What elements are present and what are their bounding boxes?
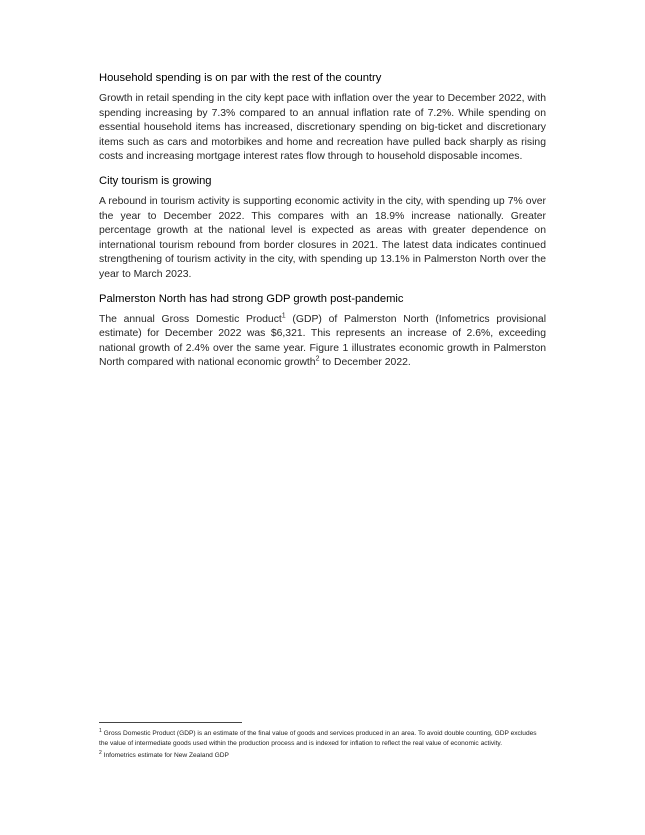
gdp-text-part-2: (GDP) of Palmerston North (Infometrics provisional estimate) for December 2022 was $6,321. This represents an increase of 2.6%, exceeding national growth of 2.4% over the same year. Figure 1 illustrates economic growth in Palmerston North compared with national economic growth — [99, 313, 546, 369]
section-paragraph-city-tourism: A rebound in tourism activity is supporting economic activity in the city, with spending up 7% over the year to December 2022. This compares with an 18.9% increase nationally. Greater percentage growth at the national level is expected as areas with greater dependence on international tourism rebound from border closures in 2021. The latest data indicates continued strengthening of tourism activity in the city, with spending up 13.1% in Palmerston North over the year to March 2023. — [99, 195, 546, 280]
gdp-text-part-3: to December 2022. — [319, 357, 411, 369]
footnote-mark-2: 2 — [99, 749, 102, 756]
footnote-1 — [99, 729, 546, 749]
section-heading-gdp-growth: Palmerston North has had strong GDP growth post-pandemic — [99, 292, 404, 305]
footnote-ref-2[interactable]: 2 — [315, 355, 320, 363]
footnote-text-1: Gross Domestic Product (GDP) is an estimate of the final value of goods and services produced in an area. To avoid double counting, GDP excludes the value of intermediate goods used within the production process and is indexed for inflation to reflect the real value of economic activity. — [99, 730, 537, 747]
main-content — [99, 71, 546, 380]
section-heading-household-spending: Household spending is on par with the rest of the country — [99, 72, 382, 84]
footnote-mark-1: 1 — [99, 727, 102, 734]
footnote-text-2: Infometrics estimate for New Zealand GDP — [101, 752, 229, 759]
gdp-text-part-1: The annual Gross Domestic Product — [99, 313, 282, 325]
footnote-ref-1[interactable]: 1 — [281, 312, 286, 320]
section-paragraph-gdp-growth — [99, 313, 546, 371]
footnote-divider — [99, 722, 242, 723]
section-paragraph-household-spending: Growth in retail spending in the city kept pace with inflation over the year to December 2022, with spending increasing by 7.3% compared to an annual inflation rate of 7.2%. While spending on essential household items has increased, discretionary spending on big-ticket and discretionary items such as cars and motorbikes and home and recreation have pulled back sharply as rising costs and increasing mortgage interest rates flow through to household disposable incomes. — [99, 93, 546, 163]
footnotes — [99, 722, 546, 763]
footnote-2 — [99, 751, 546, 761]
section-heading-city-tourism: City tourism is growing — [99, 174, 212, 187]
